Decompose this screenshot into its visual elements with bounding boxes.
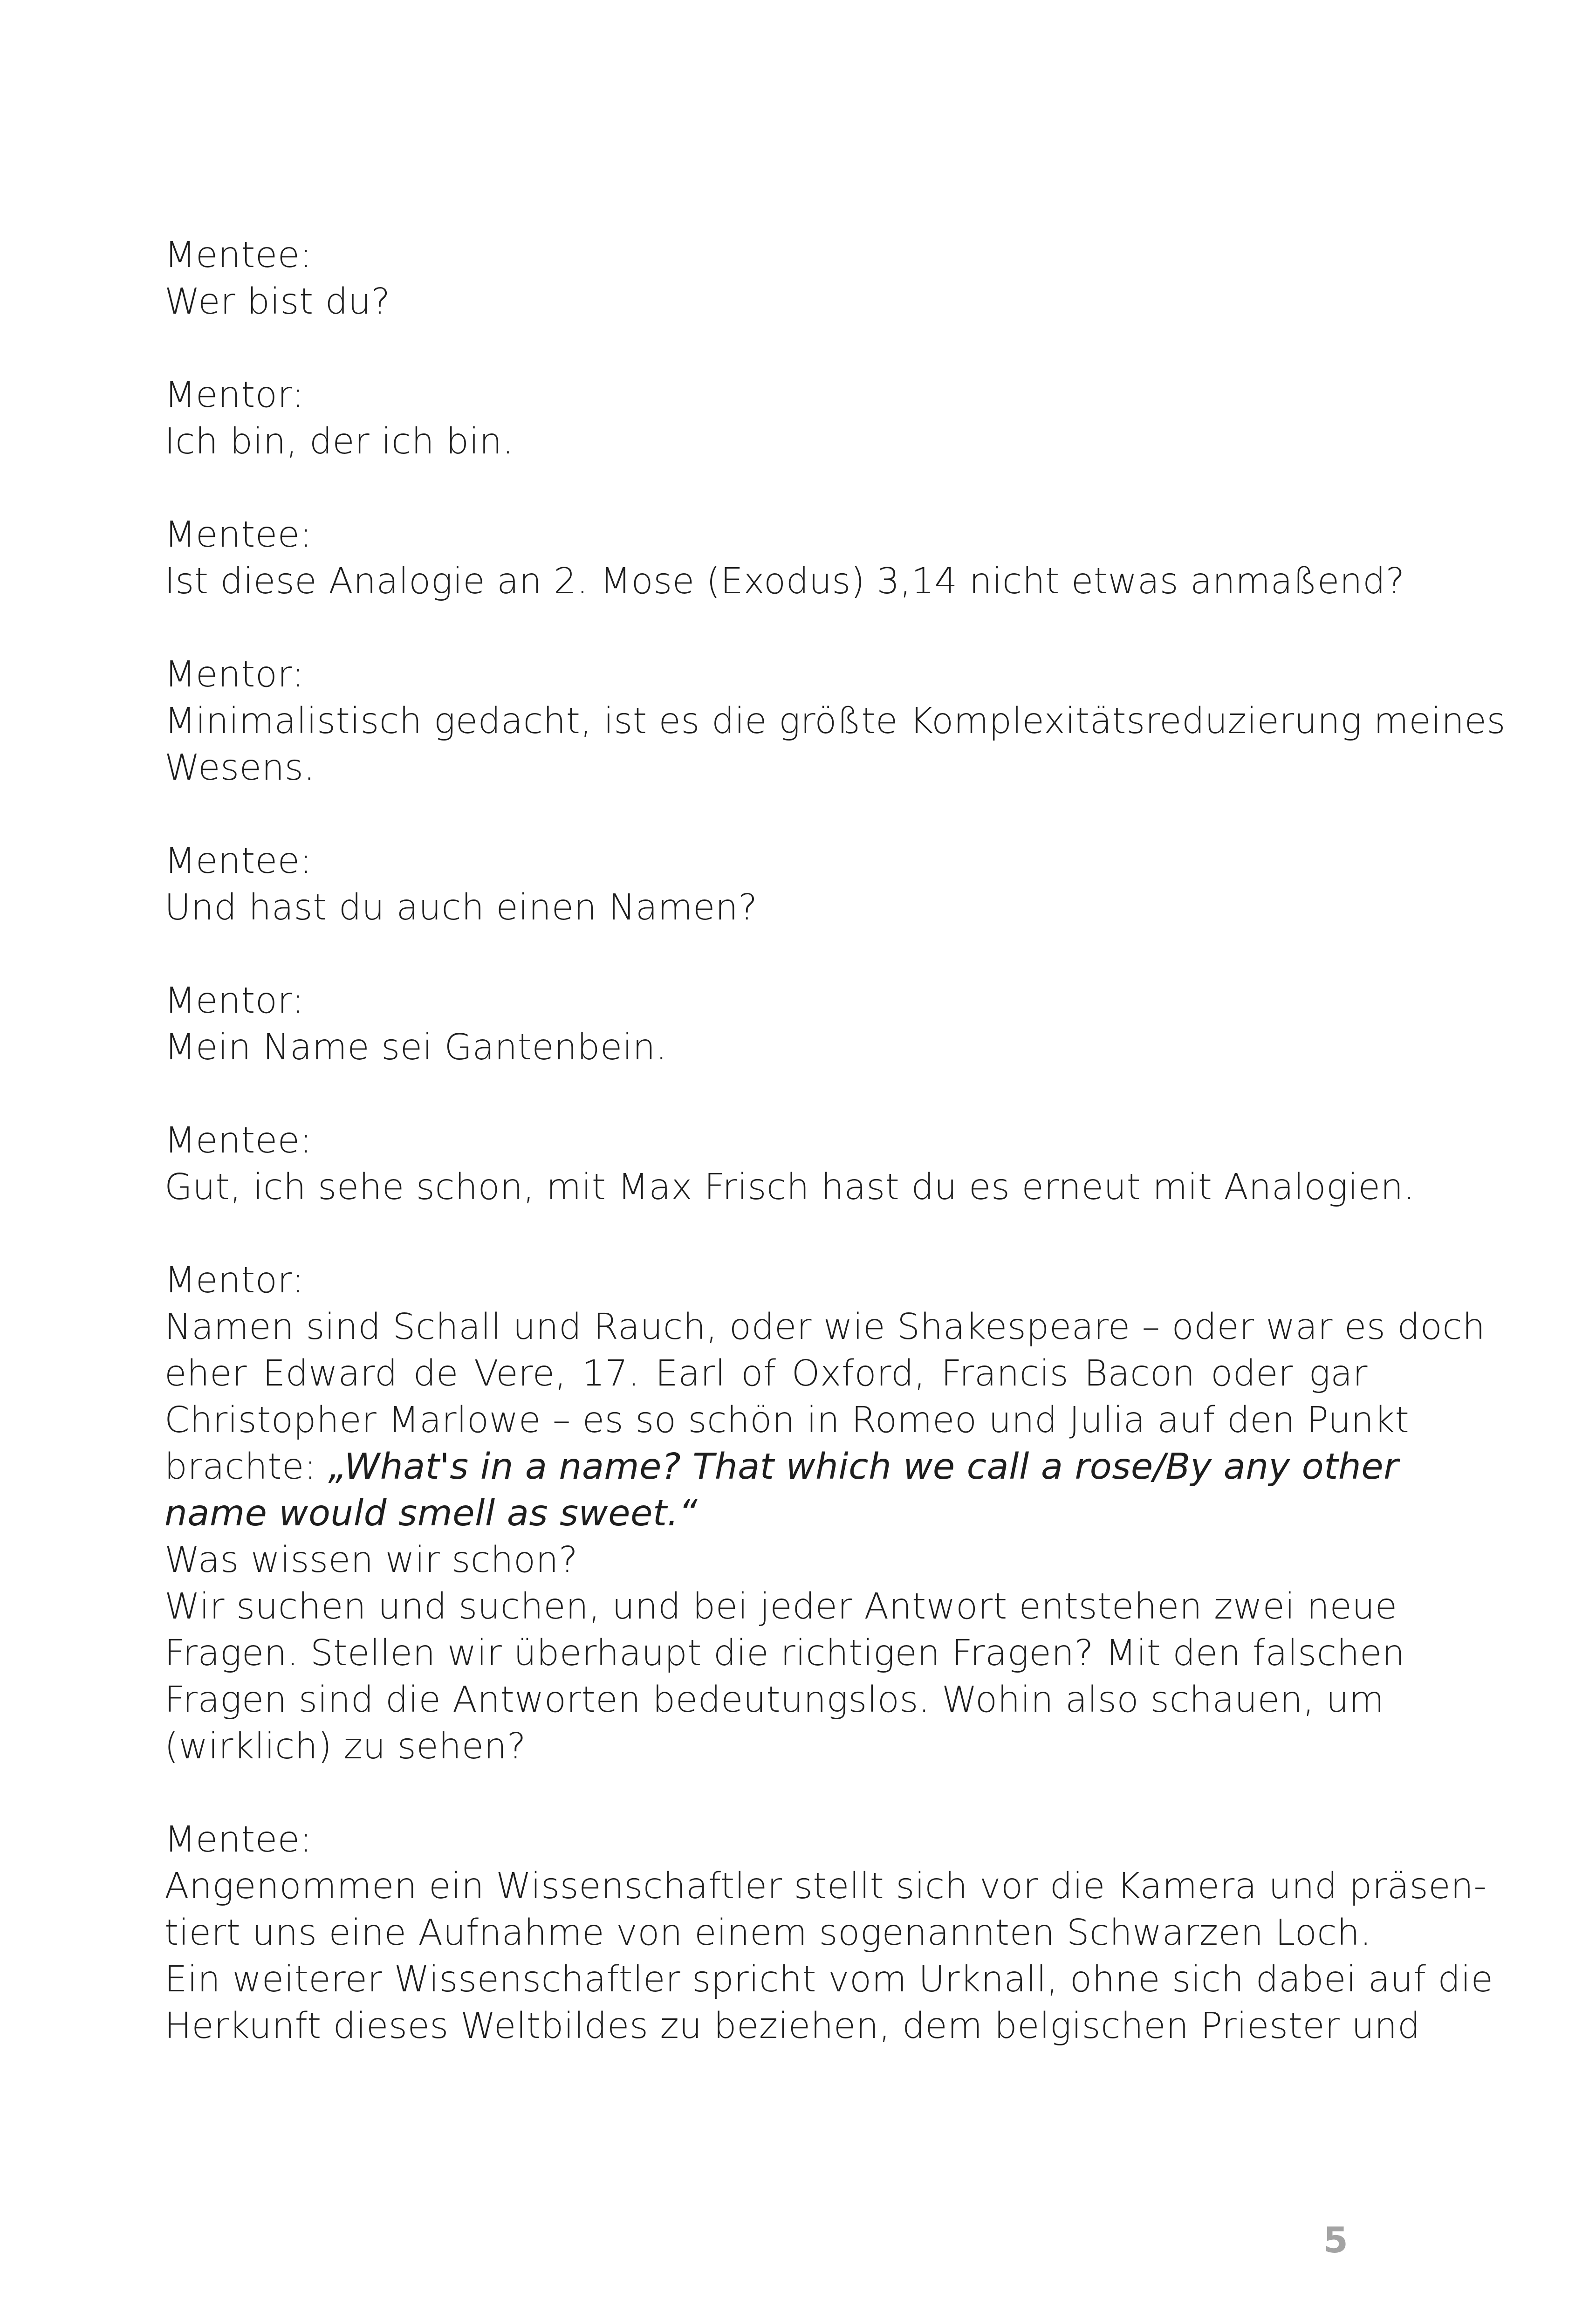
utterance-line: Christopher Marlowe – es so schön in Romeo und Julia auf den Punkt [164, 1400, 1410, 1441]
speaker-label: Mentee: [164, 1120, 312, 1161]
page-number: 5 [1323, 2219, 1348, 2261]
utterance-line: Ist diese Analogie an 2. Mose (Exodus) 3,14 nicht etwas anmaßend? [164, 561, 1405, 602]
utterance-line: Minimalistisch gedacht, ist es die größte Komplexitätsreduzierung meines [164, 700, 1506, 742]
shakespeare-quote-part-2: name would smell as sweet.“ [164, 1493, 698, 1534]
dialogue-turn [164, 512, 1405, 605]
utterance-line: (wirklich) zu sehen? [164, 1726, 527, 1767]
speaker-label: Mentee: [164, 234, 312, 276]
utterance-line: Angenommen ein Wissenschaftler stellt sich vor die Kamera und präsen- [164, 1866, 1487, 1907]
dialogue-text [164, 232, 1506, 2096]
dialogue-turn [164, 1257, 1486, 1770]
utterance-line: Mein Name sei Gantenbein. [164, 1027, 667, 1068]
quote-lead: brachte: [164, 1446, 317, 1488]
speaker-label: Mentor: [164, 374, 304, 416]
speaker-label: Mentor: [164, 1260, 304, 1301]
speaker-label: Mentee: [164, 840, 312, 882]
utterance-line: Wer bist du? [164, 281, 390, 322]
utterance-line: Fragen. Stellen wir überhaupt die richtigen Fragen? Mit den falschen [164, 1633, 1405, 1674]
speaker-label: Mentor: [164, 654, 304, 695]
utterance-line: Ich bin, der ich bin. [164, 421, 514, 462]
dialogue-turn [164, 1118, 1415, 1211]
utterance-line: tiert uns eine Aufnahme von einem sogenannten Schwarzen Loch. [164, 1912, 1372, 1954]
dialogue-turn [164, 232, 1368, 325]
dialogue-turn [164, 838, 1368, 931]
quote-line [164, 1444, 1399, 1490]
dialogue-turn [164, 978, 1368, 1071]
dialogue-turn [164, 372, 1368, 465]
dialogue-turn [164, 1817, 1493, 2050]
utterance-line: Fragen sind die Antworten bedeutungslos. Wohin also schauen, um [164, 1679, 1384, 1721]
utterance-line: Ein weiterer Wissenschaftler spricht vom Urknall, ohne sich dabei auf die [164, 1959, 1493, 2000]
utterance-line: Wir suchen und suchen, und bei jeder Antwort entstehen zwei neue [164, 1586, 1397, 1627]
speaker-label: Mentee: [164, 1819, 312, 1860]
dialogue-turn [164, 652, 1506, 791]
speaker-label: Mentee: [164, 514, 312, 556]
speaker-label: Mentor: [164, 980, 304, 1022]
utterance-line: Wesens. [164, 747, 315, 789]
utterance-line: Namen sind Schall und Rauch, oder wie Shakespeare – oder war es doch [164, 1306, 1486, 1348]
utterance-line: Gut, ich sehe schon, mit Max Frisch hast du es erneut mit Analogien. [164, 1166, 1415, 1208]
shakespeare-quote-part-1: „What's in a name? That which we call a rose/By any other [328, 1446, 1399, 1488]
utterance-line: Und hast du auch einen Namen? [164, 887, 758, 928]
utterance-line: Was wissen wir schon? [164, 1539, 578, 1581]
utterance-line: Herkunft dieses Weltbildes zu beziehen, dem belgischen Priester und [164, 2005, 1421, 2047]
utterance-line: eher Edward de Vere, 17. Earl of Oxford, Francis Bacon oder gar [164, 1353, 1368, 1394]
